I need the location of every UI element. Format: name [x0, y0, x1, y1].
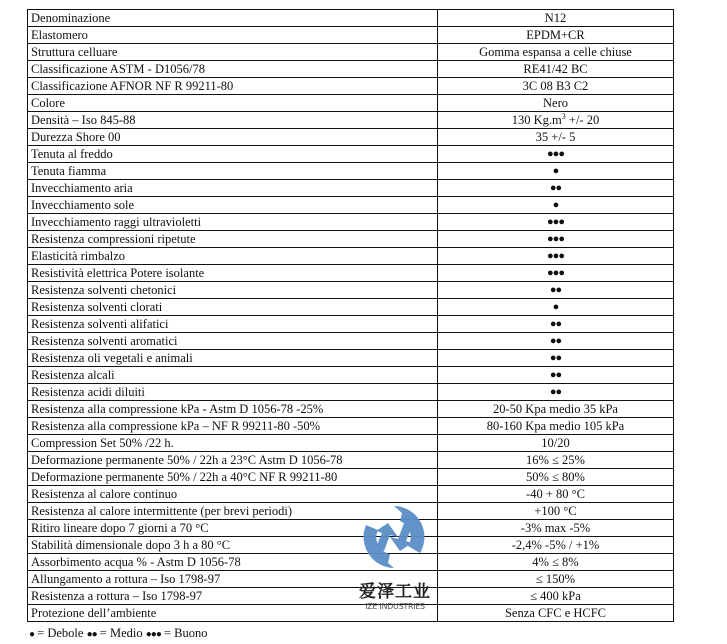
table-row	[28, 61, 674, 78]
property-cell: Deformazione permanente 50% / 22h a 40°C NF R 99211-80	[28, 469, 438, 486]
table-row	[28, 384, 674, 401]
rating-cell: ●	[438, 197, 674, 214]
value-cell: Nero	[438, 95, 674, 112]
table-row	[28, 350, 674, 367]
table-row	[28, 231, 674, 248]
table-row	[28, 401, 674, 418]
rating-cell: ●	[438, 299, 674, 316]
property-cell: Resistenza solventi chetonici	[28, 282, 438, 299]
property-cell: Resistenza solventi clorati	[28, 299, 438, 316]
property-cell: Colore	[28, 95, 438, 112]
table-row	[28, 265, 674, 282]
property-cell: Resistenza alla compressione kPa – NF R 99211-80 -50%	[28, 418, 438, 435]
property-cell: Resistenza al calore continuo	[28, 486, 438, 503]
value-cell: +100 °C	[438, 503, 674, 520]
property-cell: Densità – Iso 845-88	[28, 112, 438, 129]
rating-cell: ●●●	[438, 146, 674, 163]
property-cell: Protezione dell’ambiente	[28, 605, 438, 622]
property-cell: Struttura celluare	[28, 44, 438, 61]
property-cell: Compression Set 50% /22 h.	[28, 435, 438, 452]
property-cell: Tenuta al freddo	[28, 146, 438, 163]
value-text: 130 Kg.m	[511, 112, 562, 127]
property-cell: Resistività elettrica Potere isolante	[28, 265, 438, 282]
table-row	[28, 163, 674, 180]
table-row	[28, 282, 674, 299]
value-cell: -40 + 80 °C	[438, 486, 674, 503]
table-row	[28, 27, 674, 44]
property-cell: Resistenza oli vegetali e animali	[28, 350, 438, 367]
rating-cell: ●●	[438, 180, 674, 197]
table-row	[28, 520, 674, 537]
specification-table-body	[28, 10, 674, 622]
property-cell: Resistenza solventi aromatici	[28, 333, 438, 350]
property-cell: Tenuta fiamma	[28, 163, 438, 180]
value-cell: 80-160 Kpa medio 105 kPa	[438, 418, 674, 435]
property-cell: Assorbimento acqua % - Astm D 1056-78	[28, 554, 438, 571]
table-row	[28, 197, 674, 214]
property-cell: Resistenza acidi diluiti	[28, 384, 438, 401]
table-row	[28, 452, 674, 469]
value-cell: 35 +/- 5	[438, 129, 674, 146]
value-cell: 16% ≤ 25%	[438, 452, 674, 469]
property-cell: Stabilità dimensionale dopo 3 h a 80 °C	[28, 537, 438, 554]
legend-weak-label: = Debole	[34, 626, 87, 640]
table-row	[28, 146, 674, 163]
rating-cell: ●●●	[438, 248, 674, 265]
table-row	[28, 112, 674, 129]
specification-table	[27, 9, 674, 622]
table-row	[28, 537, 674, 554]
table-row	[28, 10, 674, 27]
value-cell: -2,4% -5% / +1%	[438, 537, 674, 554]
rating-cell: ●●	[438, 316, 674, 333]
table-row	[28, 333, 674, 350]
rating-cell: ●●	[438, 333, 674, 350]
property-cell: Durezza Shore 00	[28, 129, 438, 146]
property-cell: Invecchiamento sole	[28, 197, 438, 214]
rating-legend	[29, 626, 208, 641]
property-cell: Resistenza compressioni ripetute	[28, 231, 438, 248]
value-suffix: +/- 20	[565, 112, 600, 127]
table-row	[28, 367, 674, 384]
rating-cell: ●	[438, 163, 674, 180]
table-row	[28, 486, 674, 503]
legend-weak-dots: ●	[29, 629, 35, 640]
table-row	[28, 418, 674, 435]
table-row	[28, 248, 674, 265]
value-cell: ≤ 150%	[438, 571, 674, 588]
property-cell: Ritiro lineare dopo 7 giorni a 70 °C	[28, 520, 438, 537]
value-cell: 20-50 Kpa medio 35 kPa	[438, 401, 674, 418]
property-cell: Resistenza al calore intermittente (per brevi periodi)	[28, 503, 438, 520]
rating-cell: ●●●	[438, 265, 674, 282]
legend-medium-label: = Medio	[96, 626, 146, 640]
table-row	[28, 129, 674, 146]
watermark-english-text: IZE INDUSTRIES	[365, 602, 425, 611]
watermark-chinese-text: 爱泽工业	[359, 582, 431, 602]
property-cell: Resistenza a rottura – Iso 1798-97	[28, 588, 438, 605]
property-cell: Classificazione AFNOR NF R 99211-80	[28, 78, 438, 95]
table-row	[28, 554, 674, 571]
table-row	[28, 299, 674, 316]
value-cell: Gomma espansa a celle chiuse	[438, 44, 674, 61]
table-row	[28, 95, 674, 112]
value-cell: EPDM+CR	[438, 27, 674, 44]
table-row	[28, 503, 674, 520]
value-cell: N12	[438, 10, 674, 27]
table-row	[28, 78, 674, 95]
table-row	[28, 316, 674, 333]
table-row	[28, 180, 674, 197]
value-cell: -3% max -5%	[438, 520, 674, 537]
table-row	[28, 469, 674, 486]
value-cell: 50% ≤ 80%	[438, 469, 674, 486]
property-cell: Allungamento a rottura – Iso 1798-97	[28, 571, 438, 588]
table-row	[28, 588, 674, 605]
value-cell: 10/20	[438, 435, 674, 452]
property-cell: Resistenza alla compressione kPa - Astm D 1056-78 -25%	[28, 401, 438, 418]
rating-cell: ●●●	[438, 214, 674, 231]
rating-cell: ●●	[438, 282, 674, 299]
property-cell: Deformazione permanente 50% / 22h a 23°C Astm D 1056-78	[28, 452, 438, 469]
property-cell: Denominazione	[28, 10, 438, 27]
property-cell: Invecchiamento aria	[28, 180, 438, 197]
legend-good-label: = Buono	[160, 626, 208, 640]
rating-cell: ●●	[438, 384, 674, 401]
table-row	[28, 605, 674, 622]
rating-cell: ●●	[438, 367, 674, 384]
property-cell: Classificazione ASTM - D1056/78	[28, 61, 438, 78]
rating-cell: ●●●	[438, 231, 674, 248]
rating-cell: ●●	[438, 350, 674, 367]
table-row	[28, 214, 674, 231]
property-cell: Invecchiamento raggi ultravioletti	[28, 214, 438, 231]
legend-good-dots: ●●●	[145, 629, 161, 640]
table-row	[28, 44, 674, 61]
property-cell: Elasticità rimbalzo	[28, 248, 438, 265]
table-row	[28, 435, 674, 452]
value-cell: 4% ≤ 8%	[438, 554, 674, 571]
property-cell: Resistenza solventi alifatici	[28, 316, 438, 333]
property-cell: Elastomero	[28, 27, 438, 44]
value-cell	[438, 112, 674, 129]
value-cell: 3C 08 B3 C2	[438, 78, 674, 95]
legend-medium-dots: ●●	[86, 629, 97, 640]
value-cell: Senza CFC e HCFC	[438, 605, 674, 622]
property-cell: Resistenza alcali	[28, 367, 438, 384]
value-cell: RE41/42 BC	[438, 61, 674, 78]
value-cell: ≤ 400 kPa	[438, 588, 674, 605]
value-superscript: 3	[561, 111, 566, 121]
table-row	[28, 571, 674, 588]
